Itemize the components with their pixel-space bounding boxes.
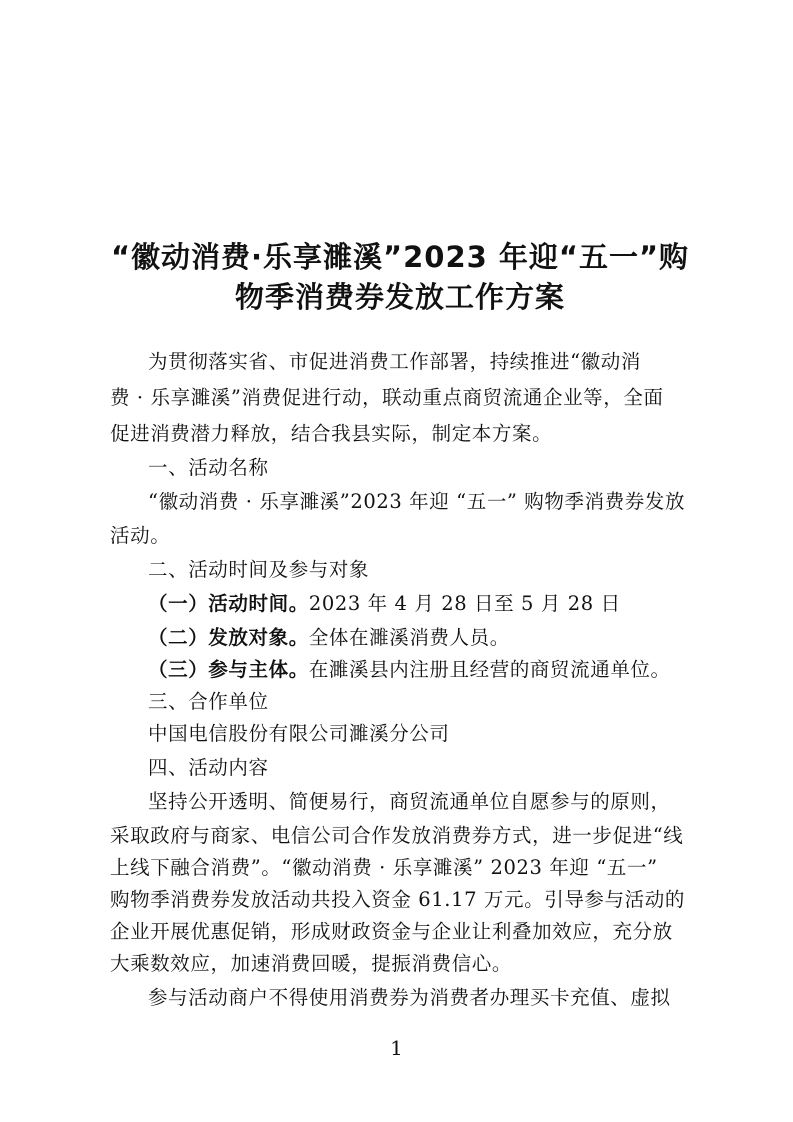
section-heading-1: 一、活动名称 <box>148 456 269 479</box>
content-line-6: 大乘数效应，加速消费回暖，提振消费信心。 <box>110 952 513 975</box>
content-line-2: 采取政府与商家、电信公司合作发放消费券方式，进一步促进“线 <box>110 824 684 847</box>
item-text: 2023 年 4 月 28 日至 5 月 28 日 <box>308 592 621 615</box>
activity-name-line-1: “徽动消费 · 乐享濉溪”2023 年迎 “五一” 购物季消费券发放 <box>148 490 686 513</box>
merchant-rule-line-1: 参与活动商户不得使用消费券为消费者办理买卡充值、虚拟 <box>148 986 671 1009</box>
section-heading-4: 四、活动内容 <box>148 756 269 779</box>
intro-line-2: 费 · 乐享濉溪”消费促进行动，联动重点商贸流通企业等，全面 <box>110 386 664 409</box>
section-heading-3: 三、合作单位 <box>148 690 269 713</box>
page-number: 1 <box>390 1036 403 1060</box>
intro-line-1: 为贯彻落实省、市促进消费工作部署，持续推进“徽动消 <box>148 350 641 373</box>
content-line-3: 上线下融合消费”。“徽动消费 · 乐享濉溪” 2023 年迎 “五一” <box>110 856 658 879</box>
target-audience-item <box>148 624 728 652</box>
item-label: （二）发放对象。 <box>148 626 309 649</box>
document-title-line-2: 物季消费券发放工作方案 <box>234 280 565 314</box>
participants-item <box>148 656 728 684</box>
section-heading-2: 二、活动时间及参与对象 <box>148 558 370 581</box>
activity-name-line-2: 活动。 <box>110 524 171 547</box>
content-line-4: 购物季消费券发放活动共投入资金 61.17 万元。引导参与活动的 <box>110 888 685 911</box>
document-title-line-1: “徽动消费·乐享濉溪”2023 年迎“五一”购 <box>110 240 690 274</box>
intro-line-3: 促进消费潜力释放，结合我县实际，制定本方案。 <box>110 422 553 445</box>
content-line-1: 坚持公开透明、简便易行，商贸流通单位自愿参与的原则， <box>148 790 671 813</box>
item-text: 全体在濉溪消费人员。 <box>308 626 510 649</box>
partner-line: 中国电信股份有限公司濉溪分公司 <box>148 722 450 745</box>
item-label: （一）活动时间。 <box>148 592 309 615</box>
activity-time-item <box>148 590 728 618</box>
content-line-5: 企业开展优惠促销，形成财政资金与企业让利叠加效应，充分放 <box>110 920 673 943</box>
item-text: 在濉溪县内注册且经营的商贸流通单位。 <box>308 658 671 681</box>
item-label: （三）参与主体。 <box>148 658 309 681</box>
